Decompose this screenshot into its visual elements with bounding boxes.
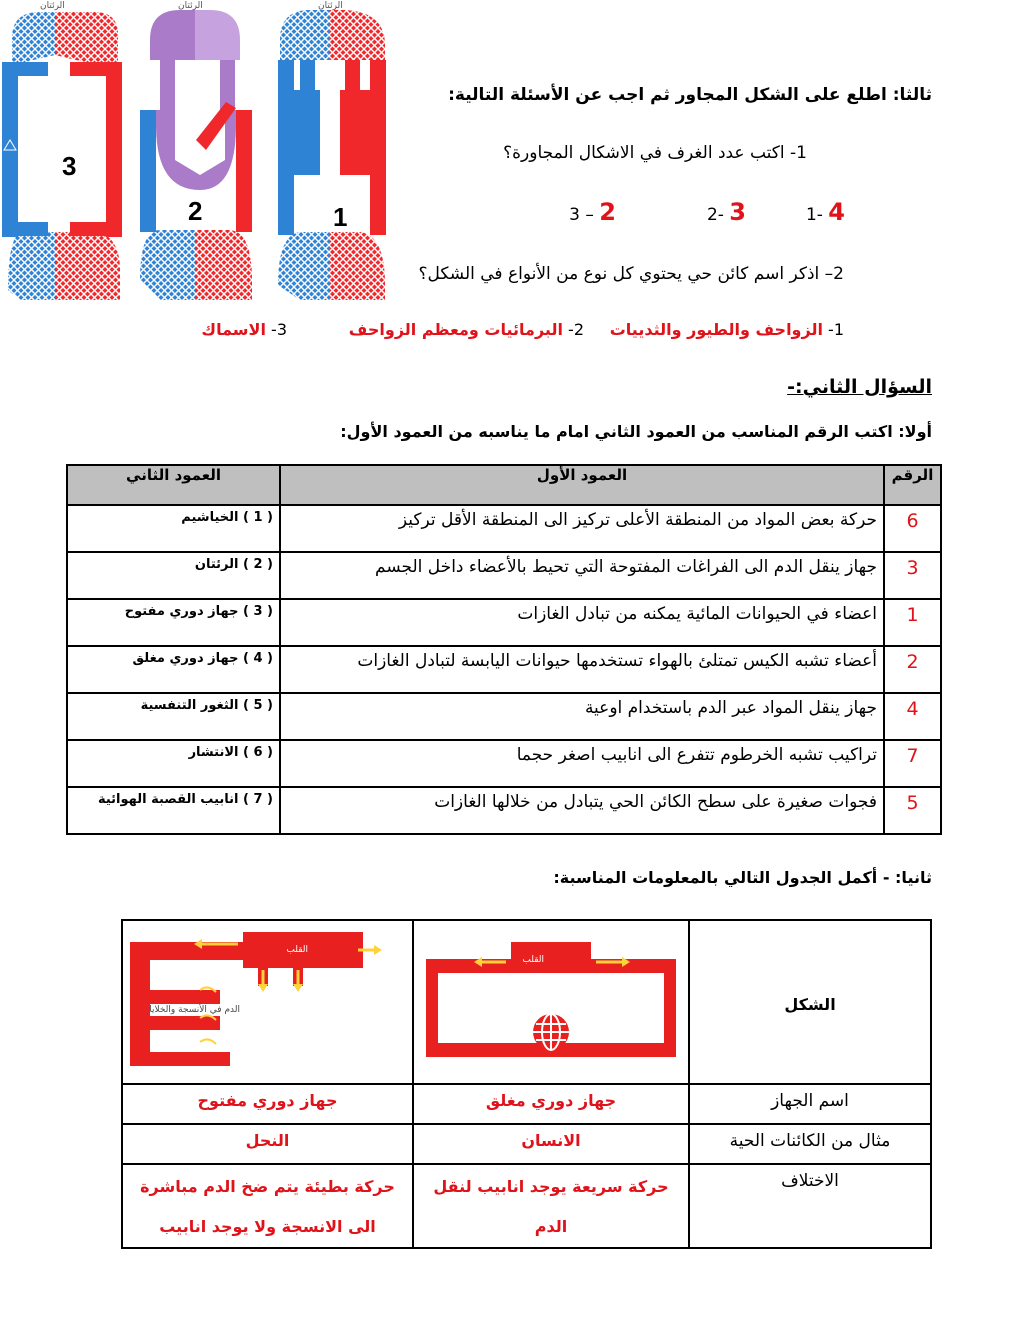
matching-table	[66, 464, 942, 835]
example-label: مثال من الكائنات الحية	[689, 1124, 931, 1164]
shape-row	[122, 920, 931, 1084]
answer1-value-3: 2	[599, 198, 616, 226]
lungs-label-3: الرئتان	[40, 1, 65, 11]
open-system-figure	[122, 920, 413, 1084]
table-row	[67, 505, 941, 552]
open-system-diagram	[128, 930, 408, 1070]
diagram-number-1: 1	[333, 202, 348, 232]
open-difference: حركة بطيئة يتم ضخ الدم مباشرة الى الانسجة ولا يوجد انابيب	[122, 1164, 413, 1248]
row-col1-text: اعضاء في الحيوانات المائية يمكنه من تبادل الغازات	[280, 599, 884, 646]
row-col1-text: جهاز ينقل الدم الى الفراغات المفتوحة التي تحيط بالأعضاء داخل الجسم	[280, 552, 884, 599]
row-col1-text: حركة بعض المواد من المنطقة الأعلى تركيز الى المنطقة الأقل تركيز	[280, 505, 884, 552]
tissue-label: الدم في الأنسجة والخلايا	[148, 1005, 240, 1015]
row-answer-number: 1	[884, 599, 941, 646]
difference-label: الاختلاف	[689, 1164, 931, 1248]
closed-heart-label: القلب	[522, 955, 544, 965]
lungs-label-1: الرئتان	[318, 1, 343, 11]
lungs-label-2: الرئتان	[178, 1, 203, 11]
table-row	[67, 787, 941, 834]
row-col2-text: ( 5 ) الثغور التنفسية	[67, 693, 280, 740]
row-answer-number: 7	[884, 740, 941, 787]
part1-heading: أولا: اكتب الرقم المناسب من العمود الثاني امام ما يناسبه من العمود الأول:	[340, 422, 932, 441]
diagram-amphibian	[140, 10, 252, 300]
row-answer-number: 6	[884, 505, 941, 552]
difference-row	[122, 1164, 931, 1248]
row-col2-text: ( 7 ) انابيب القصبة الهوائية	[67, 787, 280, 834]
header-col1: العمود الأول	[280, 465, 884, 505]
row-col2-text: ( 6 ) الانتشار	[67, 740, 280, 787]
answer2-value-3: الاسماك	[201, 320, 266, 339]
answer2-item-1	[610, 320, 844, 339]
section3-heading: ثالثا: اطلع على الشكل المجاور ثم اجب عن الأسئلة التالية:	[448, 85, 932, 105]
system-name-row	[122, 1084, 931, 1124]
table-row	[67, 740, 941, 787]
row-col2-text: ( 4 ) جهاز دوري مغلق	[67, 646, 280, 693]
shape-label: الشكل	[689, 920, 931, 1084]
matching-header-row	[67, 465, 941, 505]
open-heart-label: القلب	[285, 945, 308, 955]
row-col1-text: فجوات صغيرة على سطح الكائن الحي يتبادل من خلالها الغازات	[280, 787, 884, 834]
closed-difference: حركة سريعة يوجد انابيب لنقل الدم	[413, 1164, 689, 1248]
answer2-value-1: الزواحف والطيور والثدييات	[609, 320, 823, 339]
answer1-value-1: 4	[828, 198, 845, 226]
answer2-item-3	[201, 320, 287, 339]
answer2-item-2	[349, 320, 584, 339]
circulation-diagrams	[0, 0, 395, 310]
answer1-item-3	[569, 198, 616, 226]
answer2-value-2: البرمائيات ومعظم الزواحف	[348, 320, 563, 339]
header-col2: العمود الثاني	[67, 465, 280, 505]
part2-heading: ثانيا: - أكمل الجدول التالي بالمعلومات المناسبة:	[553, 868, 932, 887]
table-row	[67, 552, 941, 599]
answer2-prefix-1: 1-	[828, 320, 844, 339]
comparison-table	[121, 919, 932, 1249]
example-row	[122, 1124, 931, 1164]
table-row	[67, 646, 941, 693]
open-example: النحل	[122, 1124, 413, 1164]
answer1-prefix-2: 2-	[706, 205, 724, 225]
section3-question2: 2– اذكر اسم كائن حي يحتوي كل نوع من الأنواع في الشكل؟	[418, 264, 844, 284]
table-row	[67, 599, 941, 646]
answer1-prefix-3: 3 –	[569, 205, 594, 225]
table-row	[67, 693, 941, 740]
row-col1-text: تراكيب تشبه الخرطوم تتفرع الى انابيب اصغر حجما	[280, 740, 884, 787]
system-name-label: اسم الجهاز	[689, 1084, 931, 1124]
closed-system-name: جهاز دوري مغلق	[413, 1084, 689, 1124]
row-col2-text: ( 3 ) جهاز دوري مفتوح	[67, 599, 280, 646]
row-answer-number: 3	[884, 552, 941, 599]
diagram-number-2: 2	[188, 196, 203, 226]
closed-system-figure	[413, 920, 689, 1084]
answer1-prefix-1: 1-	[805, 205, 823, 225]
row-answer-number: 5	[884, 787, 941, 834]
closed-example: الانسان	[413, 1124, 689, 1164]
answer1-item-1	[806, 198, 845, 226]
question2-title: السؤال الثاني:-	[787, 376, 932, 398]
row-col2-text: ( 2 ) الرئتان	[67, 552, 280, 599]
closed-system-diagram	[426, 940, 676, 1060]
row-col2-text: ( 1 ) الخياشيم	[67, 505, 280, 552]
diagram-number-3: 3	[62, 151, 77, 181]
answer1-item-2	[707, 198, 746, 226]
row-col1-text: جهاز ينقل المواد عبر الدم باستخدام اوعية	[280, 693, 884, 740]
header-num: الرقم	[884, 465, 941, 505]
row-answer-number: 2	[884, 646, 941, 693]
answer1-value-2: 3	[729, 198, 746, 226]
answer2-prefix-3: 3-	[271, 320, 287, 339]
open-system-name: جهاز دوري مفتوح	[122, 1084, 413, 1124]
row-answer-number: 4	[884, 693, 941, 740]
diagram-mammal	[278, 10, 386, 300]
answer2-prefix-2: 2-	[568, 320, 584, 339]
row-col1-text: أعضاء تشبه الكيس تمتلئ بالهواء تستخدمها حيوانات اليابسة لتبادل الغازات	[280, 646, 884, 693]
section3-question1: 1- اكتب عدد الغرف في الاشكال المجاورة؟	[503, 143, 807, 163]
